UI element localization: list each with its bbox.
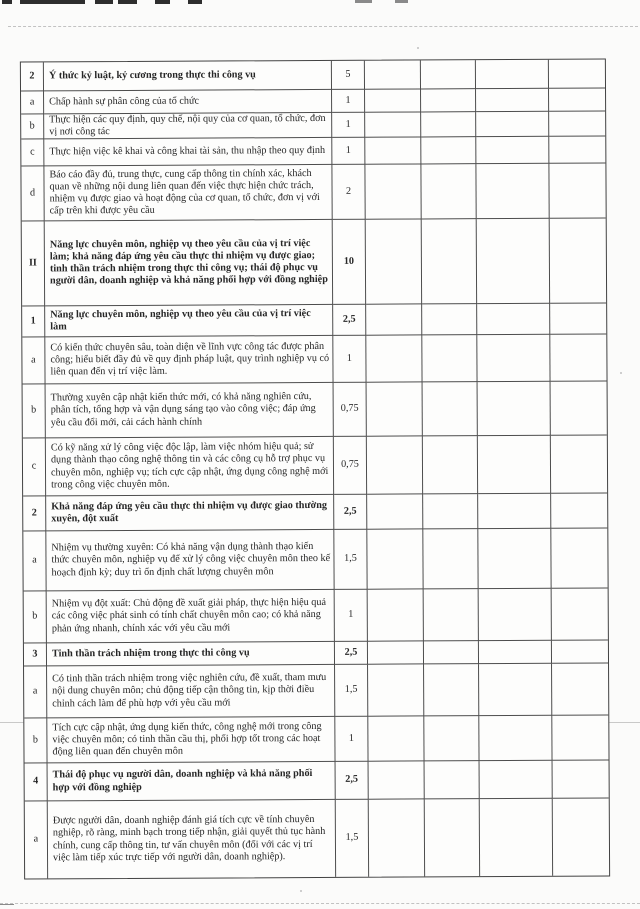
scan-mark — [20, 0, 85, 4]
row-number-cell: c — [23, 438, 46, 496]
table-row — [24, 663, 608, 718]
points-value-cell: 1 — [335, 590, 368, 642]
row-number-cell: d — [21, 166, 44, 221]
row-number-cell: a — [21, 91, 44, 114]
points-value-cell: 2,5 — [335, 642, 368, 665]
empty-score-cell — [549, 163, 605, 218]
empty-score-cell — [424, 716, 479, 761]
points-value-cell: 2 — [332, 165, 365, 220]
table-row — [24, 715, 608, 763]
empty-score-cell — [368, 664, 424, 716]
empty-score-cell — [479, 664, 552, 716]
table-row — [21, 59, 605, 91]
empty-score-cell — [421, 164, 476, 219]
table-row — [22, 334, 606, 384]
points-value-cell: 1,5 — [334, 530, 367, 590]
table-row — [21, 88, 605, 114]
points-value-cell: 2,5 — [336, 762, 369, 800]
empty-score-cell — [551, 381, 607, 435]
empty-score-cell — [551, 528, 607, 588]
table-row — [22, 218, 606, 306]
empty-score-cell — [365, 112, 421, 137]
scan-mark — [95, 0, 113, 4]
criteria-text-cell: Năng lực chuyên môn, nghiệp vụ theo yêu cầu của vị trí việc làm; khả năng đáp ứng yêu cầu thực thi nhiệm vụ được giao; tinh thần trách nhiệm trong thực thi công vụ; thái độ phục vụ người dân, doanh nghiệp và khả năng phối hợp với đồng nghiệp — [45, 220, 333, 307]
criteria-text-cell: Được người dân, doanh nghiệp đánh giá tích cực về tính chuyên nghiệp, rõ ràng, minh bạch trong tiếp nhận, giải quyết thủ tục hành chính, cung cấp thông tin, tư vấn chuyên môn (đối với các vị trí việc làm tiếp xúc trực tiếp với người dân, doanh nghiệp). — [48, 800, 336, 879]
row-number-cell: a — [22, 337, 45, 384]
criteria-text-cell: Tinh thần trách nhiệm trong thực thi công vụ — [47, 642, 335, 667]
points-value-cell: 1,5 — [336, 800, 369, 877]
empty-score-cell — [365, 89, 421, 112]
empty-score-cell — [476, 89, 549, 112]
empty-score-cell — [421, 137, 476, 164]
points-value-cell: 1 — [332, 138, 365, 165]
table-row — [25, 760, 609, 801]
empty-score-cell — [423, 436, 478, 494]
dust-speck — [620, 372, 622, 374]
scan-mark — [118, 0, 137, 4]
empty-score-cell — [424, 664, 479, 716]
scan-mark — [395, 0, 408, 3]
row-number-cell: 3 — [24, 643, 47, 666]
scan-mark — [355, 0, 372, 3]
criteria-text-cell: Thường xuyên cập nhật kiến thức mới, có khả năng nghiên cứu, phân tích, tổng hợp và vận dụng sáng tạo vào công việc; đáp ứng yêu cầu đổi mới, cải cách hành chính — [46, 383, 334, 439]
criteria-text-cell: Nhiệm vụ thường xuyên: Có khả năng vận dụng thành thạo kiến thức chuyên môn, nghiệp vụ để xử lý công việc chuyên môn theo kế hoạch định kỳ; duy trì ổn định chất lượng chuyên môn — [46, 530, 334, 592]
table-row — [24, 640, 608, 666]
table-row — [24, 588, 608, 643]
row-number-cell: 2 — [23, 496, 46, 531]
criteria-text-cell: Có kỹ năng xử lý công việc độc lập, làm việc nhóm hiệu quả; sử dụng thành thạo công nghệ thông tin và các công cụ hỗ trợ phục vụ chuyên môn, nghiệp vụ; tích cực cập nhật, ứng dụng công nghệ mới trong công việc chuyên môn. — [46, 437, 334, 497]
empty-score-cell — [424, 589, 479, 641]
row-number-cell: a — [24, 666, 47, 718]
table-row — [21, 136, 605, 166]
empty-score-cell — [550, 334, 606, 381]
empty-score-cell — [478, 436, 551, 494]
criteria-text-cell: Tích cực cập nhật, ứng dụng kiến thức, công nghệ mới trong công việc chuyên môn; có tinh thần cầu thị, phối hợp tốt trong các hoạt động liên quan đến chuyên môn — [47, 717, 335, 764]
empty-score-cell — [366, 304, 422, 335]
empty-score-cell — [549, 111, 605, 136]
empty-score-cell — [421, 60, 476, 89]
criteria-text-cell: Có tinh thần trách nhiệm trong việc nghiên cứu, đề xuất, tham mưu nội dung chuyên môn; chủ động tiếp cận thông tin, kịp thời điều chỉnh cách làm để phù hợp với yêu cầu mới — [47, 665, 335, 719]
criteria-text-cell: Nhiệm vụ đột xuất: Chủ động đề xuất giải pháp, thực hiện hiệu quả các công việc phát sinh có tính chất chuyên môn cao; có khả năng phản ứng nhanh, chính xác với yêu cầu mới — [47, 590, 335, 644]
row-number-cell: b — [24, 718, 47, 763]
scan-mark — [0, 904, 14, 905]
scan-mark — [155, 0, 170, 4]
empty-score-cell — [479, 716, 552, 761]
empty-score-cell — [369, 761, 425, 799]
empty-score-cell — [365, 137, 421, 164]
empty-score-cell — [476, 164, 549, 219]
points-value-cell: 1,5 — [335, 665, 368, 717]
row-number-cell: a — [23, 531, 46, 591]
empty-score-cell — [425, 761, 480, 799]
empty-score-cell — [422, 335, 477, 382]
empty-score-cell — [425, 799, 480, 876]
empty-score-cell — [553, 798, 609, 875]
empty-score-cell — [423, 382, 478, 436]
dust-speck — [417, 47, 419, 49]
empty-score-cell — [551, 435, 607, 493]
row-number-cell: II — [22, 221, 45, 306]
table-row — [22, 303, 606, 337]
scan-mark — [188, 0, 202, 4]
empty-score-cell — [422, 304, 477, 335]
points-value-cell: 5 — [332, 61, 365, 90]
points-value-cell: 10 — [333, 220, 366, 305]
empty-score-cell — [423, 494, 478, 529]
empty-score-cell — [367, 494, 423, 529]
empty-score-cell — [477, 304, 550, 335]
empty-score-cell — [479, 589, 552, 641]
table-row — [23, 493, 607, 531]
criteria-text-cell: Ý thức kỷ luật, kỷ cương trong thực thi công vụ — [44, 61, 332, 92]
table-row — [21, 111, 605, 139]
table-row — [21, 163, 605, 221]
points-value-cell: 2,5 — [334, 495, 367, 530]
empty-score-cell — [552, 715, 608, 760]
empty-score-cell — [479, 641, 552, 664]
empty-score-cell — [550, 218, 606, 303]
criteria-text-cell: Thái độ phục vụ người dân, doanh nghiệp và khả năng phối hợp với đồng nghiệp — [48, 762, 336, 802]
empty-score-cell — [368, 589, 424, 641]
empty-score-cell — [366, 219, 422, 304]
empty-score-cell — [365, 60, 421, 89]
points-value-cell: 1 — [332, 113, 365, 138]
empty-score-cell — [476, 60, 549, 89]
scan-fold-line — [0, 903, 640, 904]
empty-score-cell — [549, 88, 605, 111]
empty-score-cell — [368, 641, 424, 664]
table-row — [23, 381, 607, 438]
table-row — [23, 528, 607, 591]
criteria-text-cell: Chấp hành sự phân công của tổ chức — [44, 90, 332, 115]
empty-score-cell — [478, 382, 551, 436]
row-number-cell: c — [21, 139, 44, 166]
empty-score-cell — [366, 335, 422, 382]
empty-score-cell — [369, 799, 425, 876]
empty-score-cell — [421, 112, 476, 137]
criteria-text-cell: Khả năng đáp ứng yêu cầu thực thi nhiệm vụ được giao thường xuyên, đột xuất — [46, 495, 334, 532]
empty-score-cell — [476, 137, 549, 164]
points-value-cell: 0,75 — [334, 437, 367, 495]
criteria-text-cell: Có kiến thức chuyên sâu, toàn diện về lĩnh vực công tác được phân công; hiểu biết đầy đủ về quy định pháp luật, quy trình nghiệp vụ có liên quan đến vị trí việc làm. — [45, 336, 333, 385]
row-number-cell: b — [21, 114, 44, 139]
points-value-cell: 1 — [332, 90, 365, 113]
scan-fold-line — [8, 26, 638, 27]
empty-score-cell — [424, 641, 479, 664]
empty-score-cell — [551, 493, 607, 528]
empty-score-cell — [477, 335, 550, 382]
points-value-cell: 0,75 — [334, 383, 367, 437]
empty-score-cell — [480, 799, 553, 876]
empty-score-cell — [478, 529, 551, 589]
empty-score-cell — [552, 663, 608, 715]
evaluation-score-table — [20, 58, 610, 879]
empty-score-cell — [367, 382, 423, 436]
empty-score-cell — [367, 436, 423, 494]
empty-score-cell — [480, 761, 553, 799]
row-number-cell: b — [24, 591, 47, 643]
empty-score-cell — [550, 303, 606, 334]
empty-score-cell — [478, 494, 551, 529]
criteria-text-cell: Thực hiện các quy định, quy chế, nội quy của cơ quan, tổ chức, đơn vị nơi công tác — [44, 113, 332, 140]
row-number-cell: 2 — [21, 62, 44, 91]
row-number-cell: b — [23, 384, 46, 438]
points-value-cell: 1 — [335, 717, 368, 762]
empty-score-cell — [549, 136, 605, 163]
dust-speck — [300, 890, 302, 892]
empty-score-cell — [549, 59, 605, 88]
points-value-cell: 1 — [333, 336, 366, 383]
empty-score-cell — [552, 588, 608, 640]
criteria-text-cell: Năng lực chuyên môn, nghiệp vụ theo yêu cầu của vị trí việc làm — [45, 305, 333, 338]
empty-score-cell — [421, 89, 476, 112]
empty-score-cell — [423, 529, 478, 589]
table-row — [25, 798, 609, 878]
empty-score-cell — [477, 219, 550, 304]
points-value-cell: 2,5 — [333, 305, 366, 336]
empty-score-cell — [365, 164, 421, 219]
row-number-cell: 1 — [22, 306, 45, 337]
criteria-text-cell: Thực hiện việc kê khai và công khai tài sản, thu nhập theo quy định — [44, 138, 332, 167]
row-number-cell: 4 — [25, 763, 48, 801]
empty-score-cell — [553, 760, 609, 798]
empty-score-cell — [422, 219, 477, 304]
scan-mark — [2, 0, 12, 4]
row-number-cell: a — [25, 801, 48, 878]
empty-score-cell — [368, 716, 424, 761]
table-row — [23, 435, 607, 496]
empty-score-cell — [552, 640, 608, 663]
empty-score-cell — [367, 529, 423, 589]
empty-score-cell — [476, 112, 549, 137]
criteria-text-cell: Báo cáo đầy đủ, trung thực, cung cấp thông tin chính xác, khách quan về những nội dung liên quan đến việc thực hiện chức trách, nhiệm vụ được giao và hoạt động của cơ quan, tổ chức, đơn vị với cấp trên khi được yêu cầu — [44, 165, 332, 222]
